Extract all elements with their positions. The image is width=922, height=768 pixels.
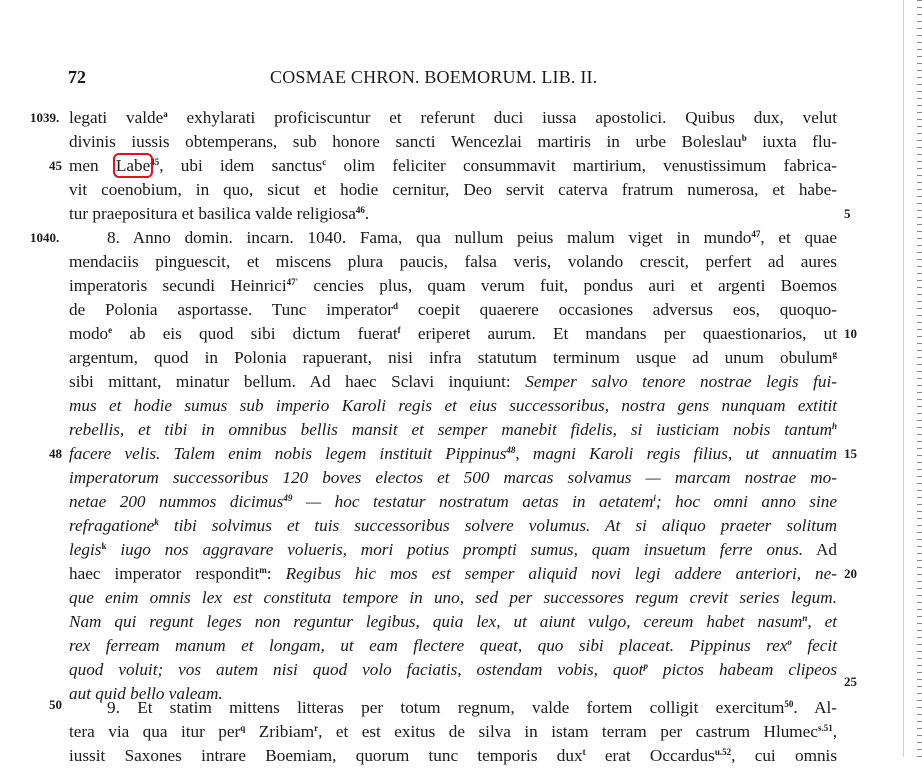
text-line xyxy=(69,274,837,298)
text-span: Ad xyxy=(803,540,837,559)
footnote-marker: 50 xyxy=(784,699,794,709)
text-line xyxy=(69,394,837,418)
text-span: 8. Anno domin. incarn. 1040. Fama, qua nullum peius malum viget in mundo xyxy=(107,228,752,247)
footnote-marker: n xyxy=(802,613,808,623)
footnote-marker: 49 xyxy=(283,493,293,503)
text-span: aut quid bello valeam. xyxy=(69,684,223,703)
text-line xyxy=(69,106,837,130)
footnote-marker: f xyxy=(397,325,401,335)
line-number-15: 15 xyxy=(844,446,857,461)
scrollbar-ruler xyxy=(917,0,922,757)
text-span: refragatione xyxy=(69,516,155,535)
text-line xyxy=(69,490,837,514)
text-span: tera via qua itur per xyxy=(69,722,241,741)
text-line xyxy=(69,634,837,658)
footnote-marker: h xyxy=(831,421,837,431)
text-line xyxy=(69,202,837,226)
text-span: 9. Et statim mittens litteras per totum regnum, valde fortem colligit exercitum xyxy=(107,698,785,717)
text-span: legis xyxy=(69,540,102,559)
text-span: , et quae xyxy=(760,228,837,247)
text-span: imperatorum successoribus 120 boves electos et 500 marcas solvamus — marcam nostrae mo- xyxy=(69,468,837,487)
page-header xyxy=(0,67,904,93)
text-span: , et xyxy=(807,612,838,631)
text-line xyxy=(69,154,837,178)
running-title: COSMAE CHRON. BOEMORUM. LIB. II. xyxy=(270,67,598,87)
text-span: . Al- xyxy=(793,698,837,717)
text-span: que enim omnis lex est constituta tempore in uno, sed per successores regum crevit series legum. xyxy=(69,588,837,607)
text-span: cencies plus, quam verum fuit, pondus auri et argenti Boemos xyxy=(298,276,837,295)
text-span: Semper salvo tenore nostrae legis fui- xyxy=(525,372,837,391)
text-span: facere velis. Talem enim nobis legem instituit Pippinus xyxy=(69,444,507,463)
text-line xyxy=(69,696,837,720)
text-span: , magni Karoli regis filius, ut annuatim xyxy=(515,444,837,463)
text-span: Regibus hic mos est semper aliquid novi legi addere anteriori, ne- xyxy=(285,564,837,583)
text-line xyxy=(69,720,837,744)
footnote-marker: g xyxy=(832,349,837,359)
text-span: haec imperator respondit xyxy=(69,564,260,583)
text-line xyxy=(69,226,837,250)
margin-year-1040: 1040. xyxy=(30,230,60,245)
text-line xyxy=(69,744,837,768)
footnote-marker: u.52 xyxy=(714,747,732,757)
footnote-marker: r xyxy=(314,723,319,733)
text-span: — hoc testatur nostratum aetas in aetatem xyxy=(292,492,654,511)
page-number: 72 xyxy=(68,67,86,87)
text-span: iussit Saxones intrare Boemiam, quorum tunc temporis dux xyxy=(69,746,583,765)
text-span: men xyxy=(69,156,116,175)
text-span: pictos habeam clipeos xyxy=(647,660,838,679)
text-line xyxy=(69,370,837,394)
text-span: , xyxy=(832,722,837,741)
line-number-25: 25 xyxy=(844,674,857,689)
footnote-marker: a xyxy=(163,109,168,119)
margin-line-50: 50 xyxy=(49,697,62,712)
footnote-marker: 48 xyxy=(506,445,516,455)
text-line xyxy=(69,658,837,682)
text-span: rebellis, et tibi in omnibus bellis mansit et semper manebit fidelis, si iusticiam nobis tantum xyxy=(69,420,832,439)
text-span: mus et hodie sumus sub imperio Karoli regis et eius successoribus, nostra gens nunquam extitit xyxy=(69,396,837,415)
line-number-20: 20 xyxy=(844,566,857,581)
text-span: netae 200 nummos dicimus xyxy=(69,492,284,511)
text-span: , ubi idem sanctus xyxy=(159,156,323,175)
text-span: legati valde xyxy=(69,108,164,127)
text-line xyxy=(69,586,837,610)
text-span: Zribiam xyxy=(245,722,315,741)
text-span: , cui omnis xyxy=(731,746,838,765)
margin-year-1039: 1039. xyxy=(30,110,60,125)
footnote-marker: 46 xyxy=(355,205,365,215)
text-line xyxy=(69,322,837,346)
text-span: tibi solvimus et tuis successoribus solvere volumus. At si aliquo praeter solitum xyxy=(158,516,837,535)
line-number-10: 10 xyxy=(844,326,857,341)
line-number-5: 5 xyxy=(844,206,851,221)
text-span: sibi mittant, minatur bellum. Ad haec Sclavi inquiunt: xyxy=(69,372,526,391)
text-span: ab eis quod sibi dictum fuerat xyxy=(112,324,398,343)
footnote-marker: o xyxy=(787,637,792,647)
footnote-marker: d xyxy=(393,301,399,311)
footnote-marker: c xyxy=(322,157,327,167)
text-span: modo xyxy=(69,324,109,343)
margin-line-48: 48 xyxy=(49,446,62,461)
text-span: Nam qui regunt leges non reguntur legibus, quia lex, ut aiunt vulgo, cereum habet nasum xyxy=(69,612,803,631)
text-line xyxy=(69,562,837,586)
text-span: tur praepositura et basilica valde religiosa xyxy=(69,204,356,223)
text-span: . xyxy=(364,204,370,223)
footnote-marker: 45 xyxy=(150,157,160,167)
text-span: imperatoris secundi Heinrici xyxy=(69,276,287,295)
text-line xyxy=(69,130,837,154)
footnote-marker: k xyxy=(154,517,159,527)
text-span: erat Occardus xyxy=(585,746,715,765)
vertical-scrollbar[interactable] xyxy=(903,0,922,757)
text-line xyxy=(69,514,837,538)
text-span: rex ferream manum et longam, ut eam flectere queat, quo sibi placeat. Pippinus rex xyxy=(69,636,788,655)
footnote-marker: i xyxy=(653,493,656,503)
text-span: iugo nos aggravare volueris, mori potius prompti sumus, quam insuetum ferre onus. xyxy=(106,540,804,559)
text-span: argentum, quod in Polonia rapuerant, nisi infra statutum terminum usque ad unum obulum xyxy=(69,348,833,367)
footnote-marker: b xyxy=(741,133,747,143)
text-line xyxy=(69,298,837,322)
text-span: ; hoc omni anno sine xyxy=(655,492,837,511)
text-line xyxy=(69,538,837,562)
text-span: iuxta flu- xyxy=(746,132,837,151)
margin-line-45: 45 xyxy=(49,158,62,173)
text-span: olim feliciter consummavit martirium, venustissimum fabrica- xyxy=(326,156,837,175)
footnote-marker: k xyxy=(101,541,107,551)
text-span: fecit xyxy=(791,636,837,655)
text-span: divinis iussis obtemperans, sub honore sancti Wencezlai martiris in urbe Boleslau xyxy=(69,132,742,151)
footnote-marker: 47' xyxy=(286,277,299,287)
text-line xyxy=(69,442,837,466)
text-span: eriperet aurum. Et mandans per quaestionarios, ut xyxy=(400,324,837,343)
text-span: quod voluit; vos autem nisi quod volo faciatis, ostendam vobis, quot xyxy=(69,660,644,679)
footnote-marker: m xyxy=(259,565,267,575)
text-span: mendaciis pinguescit, et miscens plura paucis, falsa veris, volando crescit, perfert ad aures xyxy=(69,252,837,271)
footnote-marker: s.51 xyxy=(817,723,833,733)
text-line xyxy=(69,610,837,634)
footnote-marker: t xyxy=(582,747,586,757)
text-span: vit coenobium, in quo, sicut et hodie cernitur, Deo servit caterva fratrum numerosa, et habe- xyxy=(69,180,837,199)
footnote-marker: e xyxy=(108,325,113,335)
text-span: , et est exitus de silva in istam terram per castrum Hlumec xyxy=(318,722,818,741)
text-line xyxy=(69,418,837,442)
footnote-marker: p xyxy=(643,661,648,671)
highlighted-word[interactable]: Labe xyxy=(115,156,151,175)
text-line xyxy=(69,250,837,274)
text-line xyxy=(69,178,837,202)
text-span: de Polonia asportasse. Tunc imperator xyxy=(69,300,394,319)
footnote-marker: 47 xyxy=(751,229,761,239)
text-span: : xyxy=(266,564,286,583)
text-span: coepit quaerere occasiones adversus eos, quoquo- xyxy=(398,300,838,319)
footnote-marker: q xyxy=(240,723,246,733)
text-span: exhylarati proficiscuntur et referunt duci iussa apostolici. Quibus dux, velut xyxy=(167,108,837,127)
text-line xyxy=(69,346,837,370)
text-line xyxy=(69,466,837,490)
